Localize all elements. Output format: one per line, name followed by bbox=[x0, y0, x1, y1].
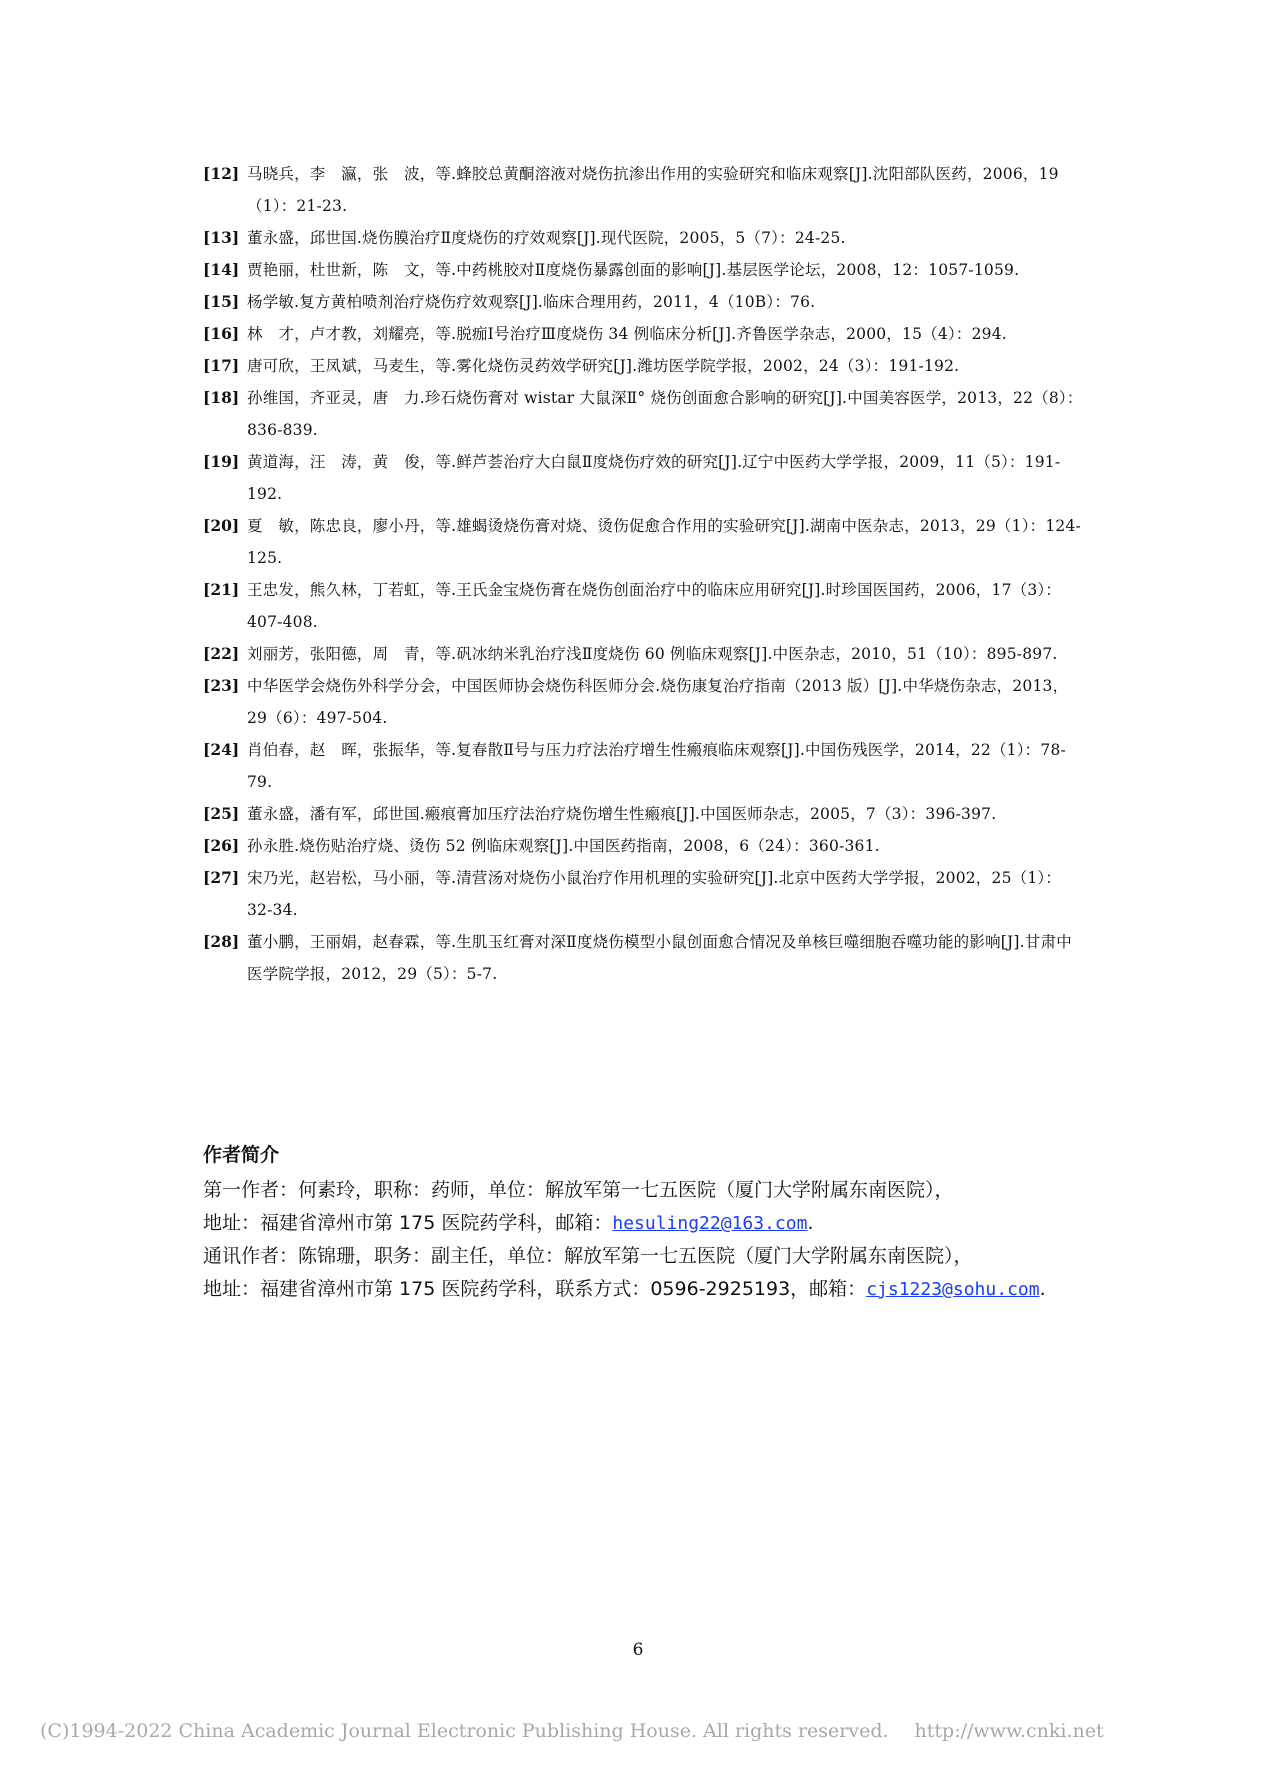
reference-number: [25] bbox=[203, 804, 240, 823]
reference-number: [27] bbox=[203, 868, 240, 887]
corresponding-author-line: 通讯作者：陈锦珊，职务：副主任，单位：解放军第一七五医院（厦门大学附属东南医院）， bbox=[203, 1245, 973, 1267]
reference-text: 黄道海，汪 涛，黄 俊，等.鲜芦荟治疗大白鼠Ⅱ度烧伤疗效的研究[J].辽宁中医药大学学报，2009，11（5）：191-192. bbox=[247, 453, 1061, 503]
first-author-line: 第一作者：何素玲，职称：药师，单位：解放军第一七五医院（厦门大学附属东南医院）， bbox=[203, 1179, 954, 1201]
reference-text: 肖伯春，赵 晖，张振华，等.复春散Ⅱ号与压力疗法治疗增生性瘢痕临床观察[J].中国伤残医学，2014，22（1）：78-79. bbox=[247, 741, 1066, 791]
reference-item bbox=[203, 286, 1083, 318]
reference-number: [19] bbox=[203, 452, 240, 471]
reference-number: [18] bbox=[203, 388, 240, 407]
reference-text: 王忠发，熊久林，丁若虹，等.王氏金宝烧伤膏在烧伤创面治疗中的临床应用研究[J].时珍国医国药，2006，17（3）：407-408. bbox=[247, 581, 1062, 631]
reference-text: 杨学敏.复方黄柏喷剂治疗烧伤疗效观察[J].临床合理用药，2011，4（10B）：76. bbox=[247, 293, 816, 311]
author-bio bbox=[203, 1138, 1103, 1306]
reference-item bbox=[203, 222, 1083, 254]
reference-text: 贾艳丽，杜世新，陈 文，等.中药桃胶对Ⅱ度烧伤暴露创面的影响[J].基层医学论坛，2008，12：1057-1059. bbox=[247, 261, 1020, 279]
reference-item bbox=[203, 350, 1083, 382]
reference-item bbox=[203, 830, 1083, 862]
corresponding-author-address-text: 地址：福建省漳州市第 175 医院药学科，联系方式：0596-2925193，邮箱： bbox=[203, 1278, 867, 1300]
reference-item bbox=[203, 446, 1083, 510]
reference-text: 唐可欣，王凤斌，马麦生，等.雾化烧伤灵药效学研究[J].潍坊医学院学报，2002，24（3）：191-192. bbox=[247, 357, 960, 375]
reference-item bbox=[203, 510, 1083, 574]
reference-number: [24] bbox=[203, 740, 240, 759]
reference-text: 董永盛，邱世国.烧伤膜治疗Ⅱ度烧伤的疗效观察[J].现代医院，2005，5（7）：24-25. bbox=[247, 229, 846, 247]
page-number: 6 bbox=[632, 1640, 644, 1660]
reference-number: [23] bbox=[203, 676, 240, 695]
copyright-text: (C)1994-2022 China Academic Journal Electronic Publishing House. All rights reserved. bbox=[40, 1720, 889, 1742]
reference-item bbox=[203, 670, 1083, 734]
reference-item bbox=[203, 926, 1083, 990]
reference-number: [15] bbox=[203, 292, 240, 311]
reference-number: [28] bbox=[203, 932, 240, 951]
reference-number: [13] bbox=[203, 228, 240, 247]
reference-number: [14] bbox=[203, 260, 240, 279]
reference-number: [16] bbox=[203, 324, 240, 343]
reference-item bbox=[203, 734, 1083, 798]
reference-text: 刘丽芳，张阳德，周 青，等.矾冰纳米乳治疗浅Ⅱ度烧伤 60 例临床观察[J].中医杂志，2010，51（10）：895-897. bbox=[247, 645, 1058, 663]
reference-number: [12] bbox=[203, 164, 240, 183]
reference-item bbox=[203, 254, 1083, 286]
reference-number: [17] bbox=[203, 356, 240, 375]
reference-text: 孙永胜.烧伤贴治疗烧、烫伤 52 例临床观察[J].中国医药指南，2008，6（24）：360-361. bbox=[247, 837, 880, 855]
reference-text: 林 才，卢才教，刘耀亮，等.脱痂Ⅰ号治疗Ⅲ度烧伤 34 例临床分析[J].齐鲁医学杂志，2000，15（4）：294. bbox=[247, 325, 1007, 343]
author-bio-heading: 作者简介 bbox=[203, 1144, 280, 1166]
reference-text: 孙维国，齐亚灵，唐 力.珍石烧伤膏对 wistar 大鼠深Ⅱ° 烧伤创面愈合影响的研究[J].中国美容医学，2013，22（8）：836-839. bbox=[247, 389, 1083, 439]
reference-item bbox=[203, 574, 1083, 638]
reference-text: 董永盛，潘有军，邱世国.瘢痕膏加压疗法治疗烧伤增生性瘢痕[J].中国医师杂志，2005，7（3）：396-397. bbox=[247, 805, 997, 823]
reference-item bbox=[203, 638, 1083, 670]
reference-number: [22] bbox=[203, 644, 240, 663]
first-author-address-text: 地址：福建省漳州市第 175 医院药学科，邮箱： bbox=[203, 1212, 613, 1234]
reference-number: [21] bbox=[203, 580, 240, 599]
reference-text: 董小鹏，王丽娟，赵春霖，等.生肌玉红膏对深Ⅱ度烧伤模型小鼠创面愈合情况及单核巨噬细胞吞噬功能的影响[J].甘肃中医学院学报，2012，29（5）：5-7. bbox=[247, 933, 1072, 983]
reference-text: 马晓兵，李 瀛，张 波，等.蜂胶总黄酮溶液对烧伤抗渗出作用的实验研究和临床观察[J].沈阳部队医药，2006，19（1）：21-23. bbox=[247, 165, 1059, 215]
corresponding-author-address bbox=[203, 1273, 1103, 1306]
reference-item bbox=[203, 862, 1083, 926]
reference-text: 宋乃光，赵岩松，马小丽，等.清营汤对烧伤小鼠治疗作用机理的实验研究[J].北京中医药大学学报，2002，25（1）：32-34. bbox=[247, 869, 1062, 919]
reference-item bbox=[203, 798, 1083, 830]
reference-list bbox=[203, 158, 1083, 990]
reference-item bbox=[203, 158, 1083, 222]
first-author-email-link[interactable]: hesuling22@163.com bbox=[612, 1213, 808, 1234]
reference-item bbox=[203, 382, 1083, 446]
reference-text: 夏 敏，陈忠良，廖小丹，等.雄蝎烫烧伤膏对烧、烫伤促愈合作用的实验研究[J].湖南中医杂志，2013，29（1）：124-125. bbox=[247, 517, 1081, 567]
copyright-footer bbox=[40, 1720, 1104, 1742]
reference-item bbox=[203, 318, 1083, 350]
first-author-address-end: . bbox=[807, 1212, 814, 1234]
reference-text: 中华医学会烧伤外科学分会，中国医师协会烧伤科医师分会.烧伤康复治疗指南（2013 版）[J].中华烧伤杂志，2013，29（6）：497-504. bbox=[247, 677, 1069, 727]
first-author-address bbox=[203, 1207, 1103, 1240]
corresponding-author-email-link[interactable]: cjs1223@sohu.com bbox=[866, 1279, 1040, 1300]
corresponding-author-address-end: . bbox=[1039, 1278, 1046, 1300]
footer-url: http://www.cnki.net bbox=[914, 1720, 1104, 1742]
reference-number: [20] bbox=[203, 516, 240, 535]
reference-number: [26] bbox=[203, 836, 240, 855]
